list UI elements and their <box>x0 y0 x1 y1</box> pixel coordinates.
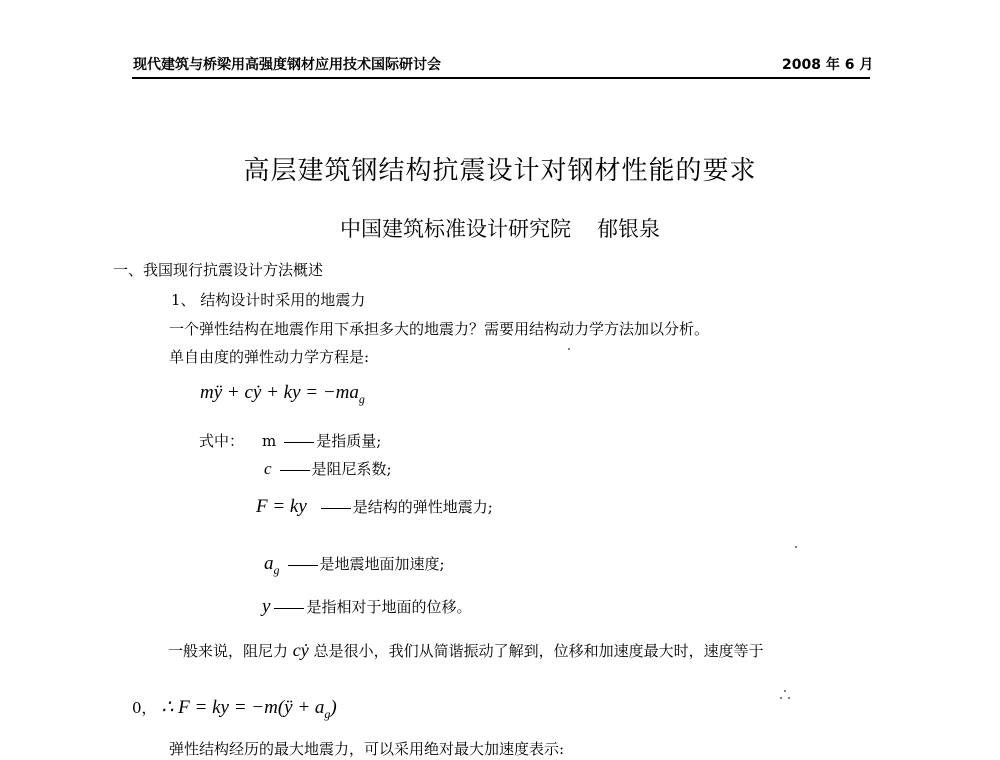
def-m <box>262 430 381 451</box>
def-a-symbol-wrap <box>264 553 280 577</box>
def-F-symbol: F = ky <box>256 496 307 517</box>
def-a <box>264 553 445 578</box>
em-dash <box>288 565 318 566</box>
where-label: 式中： <box>199 432 245 450</box>
scan-speck <box>788 697 790 699</box>
author-line <box>0 213 1000 243</box>
paragraph-4 <box>132 696 337 722</box>
em-dash <box>280 470 310 471</box>
paragraph-1: 一个弹性结构在地震作用下承担多大的地震力？需要用结构动力学方法加以分析。 <box>169 320 710 338</box>
paper-title: 高层建筑钢结构抗震设计对钢材性能的要求 <box>243 156 757 186</box>
def-y-text: 是指相对于地面的位移。 <box>306 598 472 616</box>
em-dash <box>284 442 314 443</box>
def-a-symbol: a <box>264 553 274 574</box>
equation-force-subscript: g <box>324 707 331 721</box>
section-heading: 一、我国现行抗震设计方法概述 <box>113 261 324 279</box>
def-a-subscript: g <box>273 563 280 577</box>
equation-motion-body: mÿ + cẏ + ky = −ma <box>200 382 359 403</box>
def-a-text: 是地震地面加速度; <box>319 555 445 573</box>
paragraph-5: 弹性结构经历的最大地震力，可以采用绝对最大加速度表示: <box>169 740 565 758</box>
scan-speck <box>568 348 570 350</box>
paragraph-4-lead: 0， <box>132 699 157 717</box>
def-y-symbol: y <box>262 596 271 617</box>
equation-motion-subscript: g <box>358 392 365 406</box>
def-c-symbol: c <box>264 459 272 478</box>
paragraph-3 <box>168 640 764 661</box>
scan-speck <box>795 546 797 548</box>
equation-motion <box>200 382 365 407</box>
scan-speck <box>784 690 786 692</box>
equation-force <box>161 697 337 721</box>
em-dash <box>321 508 351 509</box>
def-m-symbol: m <box>262 432 277 450</box>
running-header-date: 2008 年 6 月 <box>782 57 874 73</box>
damping-term: cẏ <box>292 640 309 660</box>
equation-force-close: ) <box>330 697 337 718</box>
def-F <box>256 496 493 518</box>
subsection-heading: 1、 结构设计时采用的地震力 <box>171 291 366 309</box>
def-c-text: 是阻尼系数; <box>311 460 392 478</box>
paragraph-3-lead: 一般来说，阻尼力 <box>168 642 289 660</box>
def-F-text: 是结构的弹性地震力; <box>352 498 493 516</box>
running-header-conference: 现代建筑与桥梁用高强度钢材应用技术国际研讨会 <box>133 57 441 73</box>
def-c <box>264 458 392 479</box>
header-rule <box>132 77 870 79</box>
def-m-text: 是指质量; <box>316 432 382 450</box>
equation-force-body: ∴ F = ky = −m(ÿ + a <box>161 697 325 718</box>
author-name: 郁银泉 <box>597 217 660 241</box>
scan-speck <box>780 697 782 699</box>
em-dash <box>274 608 304 609</box>
author-affiliation: 中国建筑标准设计研究院 <box>340 217 571 241</box>
paragraph-2: 单自由度的弹性动力学方程是: <box>169 348 370 366</box>
def-y <box>262 596 471 618</box>
paragraph-3-tail: 总是很小，我们从简谐振动了解到，位移和加速度最大时，速度等于 <box>313 642 764 660</box>
